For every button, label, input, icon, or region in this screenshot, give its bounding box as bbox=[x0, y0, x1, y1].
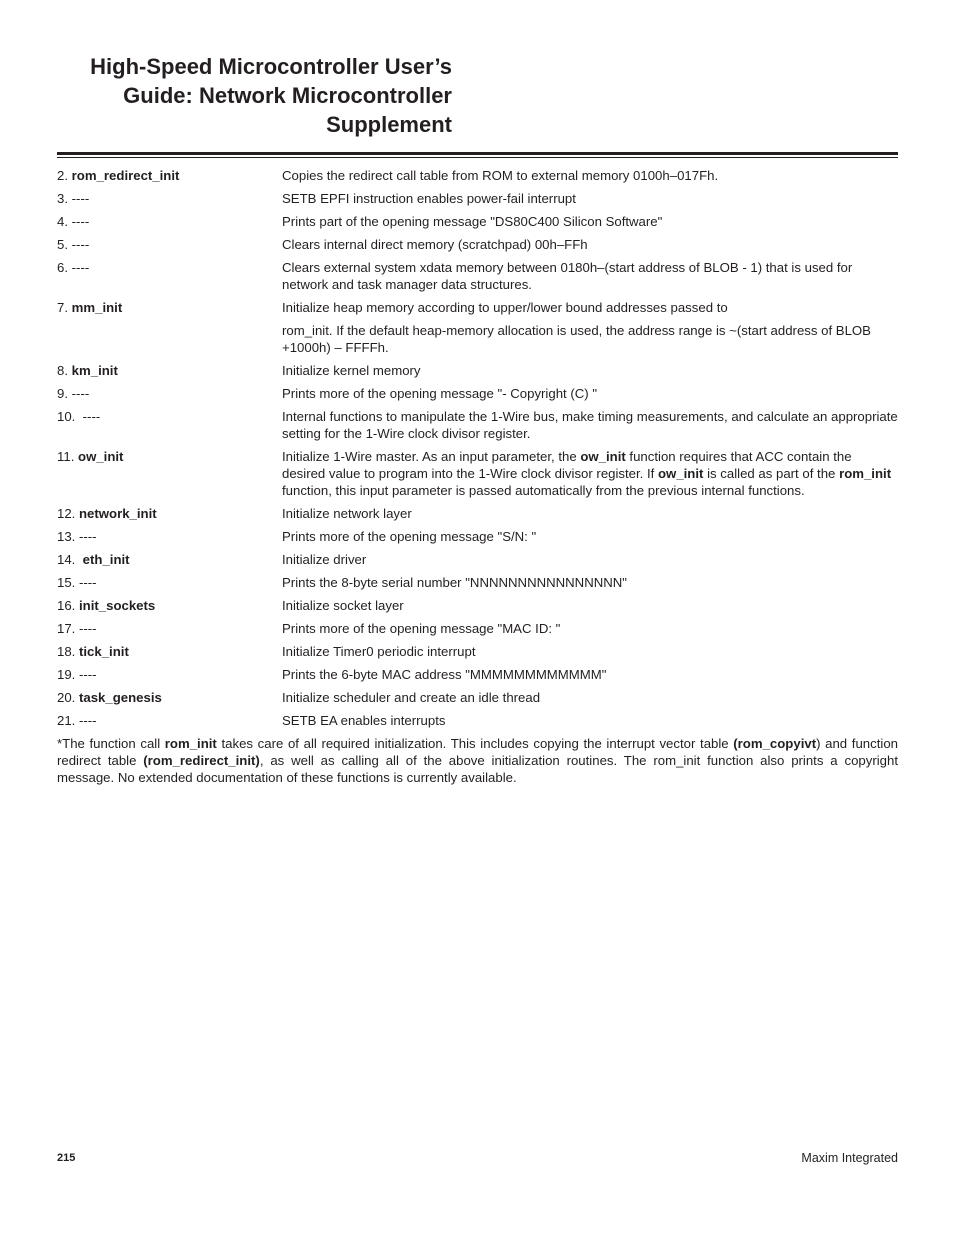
table-row bbox=[57, 167, 898, 184]
step-number: 17. ---- bbox=[57, 621, 97, 636]
function-name: eth_init bbox=[82, 552, 130, 567]
function-description-cell bbox=[282, 505, 898, 522]
function-name: km_init bbox=[71, 363, 118, 378]
function-name: network_init bbox=[79, 506, 157, 521]
step-number: 9. ---- bbox=[57, 386, 90, 401]
function-description-cell bbox=[282, 299, 898, 316]
step-number: 10. ---- bbox=[57, 409, 101, 424]
title-rule-thin bbox=[57, 157, 898, 158]
page-number: 215 bbox=[57, 1152, 76, 1164]
page-title-line-2: Guide: Network Microcontroller bbox=[123, 83, 452, 108]
text-run: is called as part of the bbox=[703, 466, 840, 481]
step-number: 12. bbox=[57, 506, 79, 521]
step-number: 4. ---- bbox=[57, 214, 90, 229]
text-run: takes care of all required initialization. This includes copying the interrupt vector table bbox=[216, 736, 734, 751]
step-number: 14. bbox=[57, 552, 83, 567]
function-description-cell bbox=[282, 597, 898, 614]
function-name-cell bbox=[57, 505, 282, 522]
function-name-cell bbox=[57, 190, 282, 207]
table-row bbox=[57, 190, 898, 207]
step-number: 15. ---- bbox=[57, 575, 97, 590]
text-run: Initialize Timer0 periodic interrupt bbox=[282, 644, 476, 659]
function-name-cell bbox=[57, 448, 282, 499]
function-name-cell bbox=[57, 712, 282, 729]
function-description-cell bbox=[282, 528, 898, 545]
text-run: Clears internal direct memory (scratchpad) 00h–FFh bbox=[282, 237, 588, 252]
step-number: 18. bbox=[57, 644, 79, 659]
text-run: Initialize heap memory according to upper/lower bound addresses passed to bbox=[282, 300, 728, 315]
text-run: ) and function redirect table bbox=[57, 736, 898, 768]
function-description-cell bbox=[282, 322, 898, 356]
text-run: Prints more of the opening message "MAC ID: " bbox=[282, 621, 561, 636]
function-description-cell bbox=[282, 712, 898, 729]
function-name-cell bbox=[57, 213, 282, 230]
page-title bbox=[40, 52, 452, 139]
table-row bbox=[57, 597, 898, 614]
function-description-cell bbox=[282, 551, 898, 568]
step-number: 13. ---- bbox=[57, 529, 97, 544]
text-run: Initialize scheduler and create an idle thread bbox=[282, 690, 541, 705]
page-title-line-3: Supplement bbox=[326, 112, 452, 137]
step-number: 5. ---- bbox=[57, 237, 90, 252]
function-name-cell bbox=[57, 574, 282, 591]
table-row bbox=[57, 689, 898, 706]
function-name-cell bbox=[57, 643, 282, 660]
text-run: Internal functions to manipulate the 1-Wire bus, make timing measurements, and calculate an appropriate setting for the 1-Wire clock divisor register. bbox=[282, 409, 898, 441]
table-row bbox=[57, 362, 898, 379]
function-description-cell bbox=[282, 213, 898, 230]
function-name-cell bbox=[57, 322, 282, 356]
table-row bbox=[57, 643, 898, 660]
step-number: 19. ---- bbox=[57, 667, 97, 682]
function-name-cell bbox=[57, 259, 282, 293]
step-number: 21. ---- bbox=[57, 713, 97, 728]
step-number: 2. bbox=[57, 168, 72, 183]
step-number: 7. bbox=[57, 300, 72, 315]
text-run: function requires that ACC contain the desired value to program into the 1-Wire clock divisor register. If bbox=[282, 449, 852, 481]
function-description-cell bbox=[282, 689, 898, 706]
function-name-cell bbox=[57, 597, 282, 614]
step-number: 3. ---- bbox=[57, 191, 90, 206]
title-rule-thick bbox=[57, 152, 898, 155]
table-row bbox=[57, 574, 898, 591]
function-name: ow_init bbox=[78, 449, 124, 464]
function-name-cell bbox=[57, 167, 282, 184]
function-name: task_genesis bbox=[79, 690, 162, 705]
function-name: rom_redirect_init bbox=[71, 168, 180, 183]
text-run: Initialize driver bbox=[282, 552, 367, 567]
table-row bbox=[57, 528, 898, 545]
text-run: Copies the redirect call table from ROM to external memory 0100h–017Fh. bbox=[282, 168, 719, 183]
bold-text-run: rom_init bbox=[839, 466, 892, 481]
function-name: tick_init bbox=[79, 644, 129, 659]
function-description-cell bbox=[282, 167, 898, 184]
table-row bbox=[57, 408, 898, 442]
function-name-cell bbox=[57, 236, 282, 253]
bold-text-run: (rom_redirect_init) bbox=[143, 753, 260, 768]
step-number: 20. bbox=[57, 690, 79, 705]
function-description-cell bbox=[282, 259, 898, 293]
function-description-cell bbox=[282, 574, 898, 591]
text-run: Clears external system xdata memory between 0180h–(start address of BLOB - 1) that is used for network and task manager data structures. bbox=[282, 260, 853, 292]
function-name-cell bbox=[57, 362, 282, 379]
function-table bbox=[57, 167, 898, 735]
text-run: Initialize 1-Wire master. As an input parameter, the bbox=[282, 449, 581, 464]
table-row bbox=[57, 322, 898, 356]
function-name: init_sockets bbox=[79, 598, 156, 613]
bold-text-run: ow_init bbox=[580, 449, 626, 464]
page-title-line-1: High-Speed Microcontroller User’s bbox=[90, 54, 452, 79]
function-description-cell bbox=[282, 385, 898, 402]
text-run: *The function call bbox=[57, 736, 165, 751]
text-run: Prints more of the opening message "S/N: " bbox=[282, 529, 537, 544]
table-row bbox=[57, 385, 898, 402]
function-description-cell bbox=[282, 362, 898, 379]
function-description-cell bbox=[282, 448, 898, 499]
function-description-cell bbox=[282, 190, 898, 207]
function-description-cell bbox=[282, 408, 898, 442]
footer-company: Maxim Integrated bbox=[801, 1151, 898, 1165]
table-row bbox=[57, 236, 898, 253]
text-run: , as well as calling all of the above initialization routines. The rom_init function also prints a copyright message. No extended documentation of these functions is currently available. bbox=[57, 753, 898, 785]
function-name-cell bbox=[57, 689, 282, 706]
text-run: function, this input parameter is passed automatically from the previous internal functions. bbox=[282, 483, 805, 498]
function-name-cell bbox=[57, 551, 282, 568]
function-description-cell bbox=[282, 236, 898, 253]
table-row bbox=[57, 620, 898, 637]
bold-text-run: (rom_copyivt bbox=[733, 736, 817, 751]
step-number: 16. bbox=[57, 598, 79, 613]
text-run: rom_init. If the default heap-memory allocation is used, the address range is ~(start address of BLOB +1000h) – FFFFh. bbox=[282, 323, 871, 355]
function-description-cell bbox=[282, 643, 898, 660]
table-row bbox=[57, 666, 898, 683]
step-number: 6. ---- bbox=[57, 260, 90, 275]
text-run: Initialize network layer bbox=[282, 506, 412, 521]
table-row bbox=[57, 299, 898, 316]
text-run: Prints the 8-byte serial number "NNNNNNNNNNNNNNNN" bbox=[282, 575, 627, 590]
table-row bbox=[57, 505, 898, 522]
text-run: Prints part of the opening message "DS80C400 Silicon Software" bbox=[282, 214, 663, 229]
text-run: SETB EA enables interrupts bbox=[282, 713, 446, 728]
function-name-cell bbox=[57, 408, 282, 442]
text-run: Prints more of the opening message "- Copyright (C) " bbox=[282, 386, 598, 401]
table-row bbox=[57, 712, 898, 729]
text-run: Prints the 6-byte MAC address "MMMMMMMMMMMM" bbox=[282, 667, 607, 682]
function-name-cell bbox=[57, 299, 282, 316]
function-name-cell bbox=[57, 385, 282, 402]
function-description-cell bbox=[282, 666, 898, 683]
function-name-cell bbox=[57, 528, 282, 545]
function-name: mm_init bbox=[71, 300, 123, 315]
footnote bbox=[57, 735, 898, 786]
table-row bbox=[57, 213, 898, 230]
text-run: Initialize socket layer bbox=[282, 598, 404, 613]
text-run: Initialize kernel memory bbox=[282, 363, 421, 378]
table-row bbox=[57, 448, 898, 499]
bold-text-run: rom_init bbox=[164, 736, 217, 751]
step-number: 11. bbox=[57, 449, 79, 464]
table-row bbox=[57, 259, 898, 293]
function-description-cell bbox=[282, 620, 898, 637]
function-name-cell bbox=[57, 620, 282, 637]
table-row bbox=[57, 551, 898, 568]
function-name-cell bbox=[57, 666, 282, 683]
bold-text-run: ow_init bbox=[658, 466, 704, 481]
text-run: SETB EPFI instruction enables power-fail interrupt bbox=[282, 191, 576, 206]
step-number: 8. bbox=[57, 363, 72, 378]
